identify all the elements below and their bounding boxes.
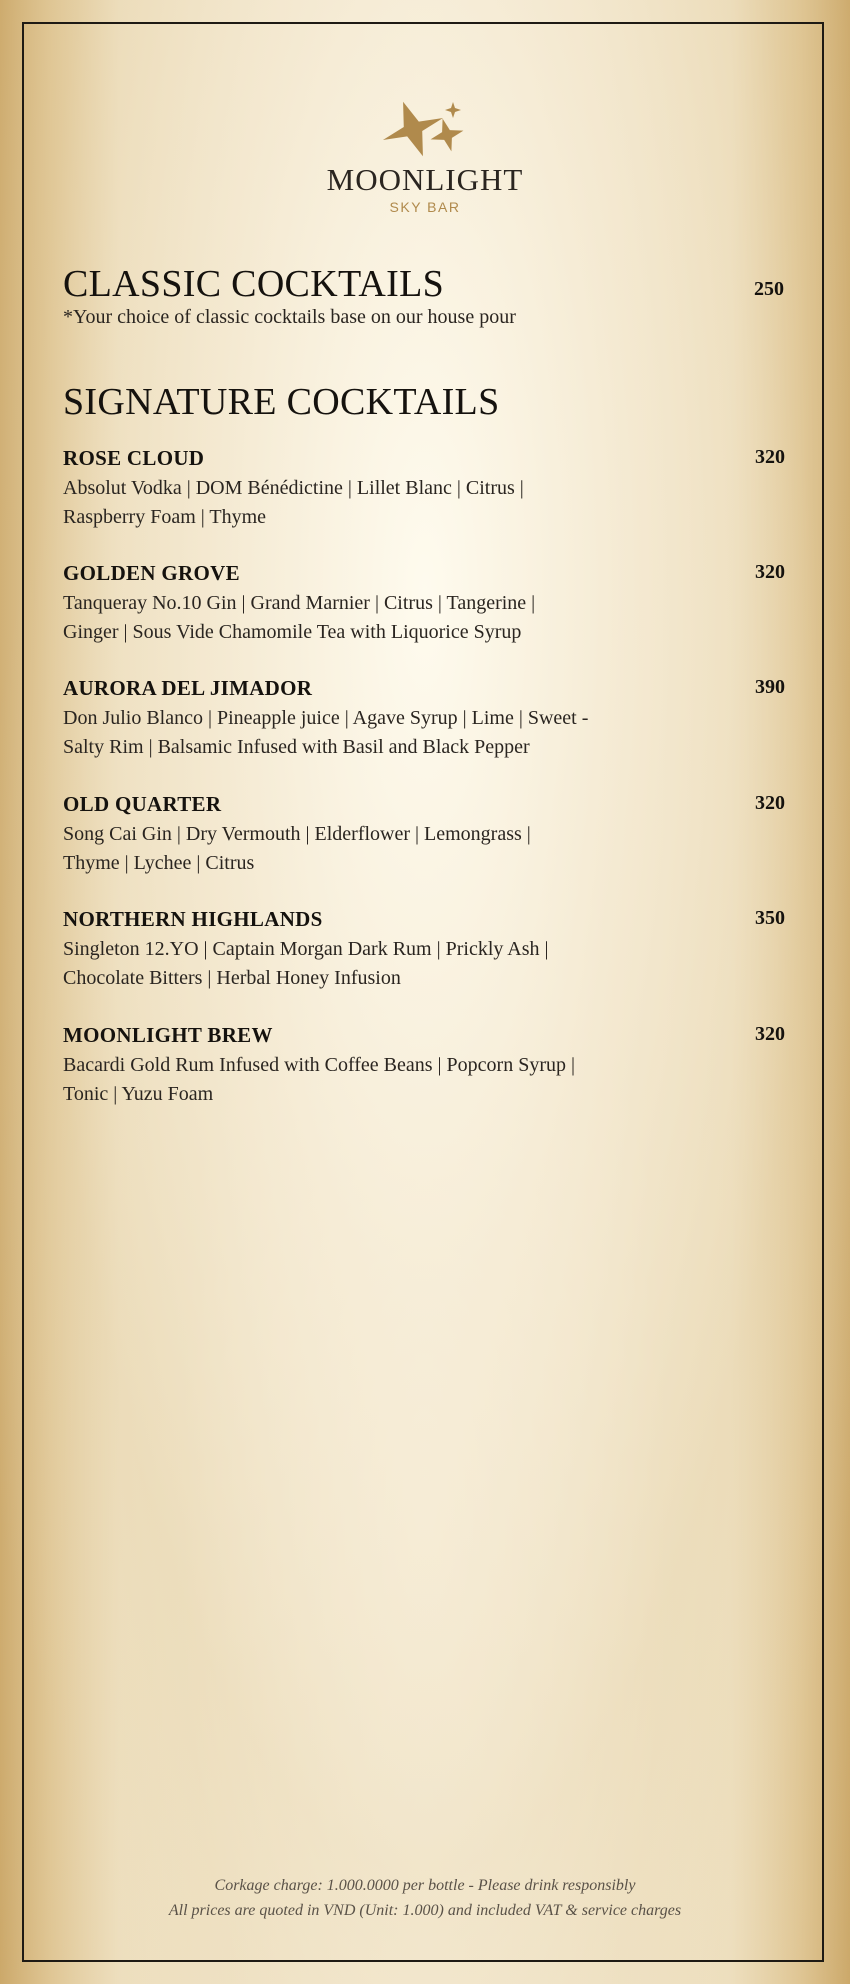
item-description-line: Song Cai Gin | Dry Vermouth | Elderflower | Lemongrass | [63,823,531,845]
item-description-line: Chocolate Bitters | Herbal Honey Infusion [63,967,401,989]
classic-cocktails-note: *Your choice of classic cocktails base on our house pour [63,306,516,328]
item-description [63,820,785,878]
menu-item [63,561,785,647]
stars-icon [365,96,485,162]
menu-item [63,907,785,993]
item-description [63,704,785,762]
item-price: 320 [755,792,785,814]
item-price: 320 [755,1023,785,1045]
item-name: NORTHERN HIGHLANDS [63,907,323,931]
item-description [63,935,785,993]
brand-subtitle: SKY BAR [389,199,461,215]
item-name: MOONLIGHT BREW [63,1023,273,1047]
menu-item [63,446,785,532]
item-name: AURORA DEL JIMADOR [63,676,313,700]
item-description-line: Don Julio Blanco | Pineapple juice | Agave Syrup | Lime | Sweet - [63,707,589,729]
item-description-line: Ginger | Sous Vide Chamomile Tea with Liquorice Syrup [63,621,522,643]
item-price: 320 [755,446,785,468]
item-description-line: Tanqueray No.10 Gin | Grand Marnier | Citrus | Tangerine | [63,592,536,614]
item-description-line: Absolut Vodka | DOM Bénédictine | Lillet Blanc | Citrus | [63,477,524,499]
item-description-line: Bacardi Gold Rum Infused with Coffee Beans | Popcorn Syrup | [63,1054,576,1076]
footer-corkage-note: Corkage charge: 1.000.0000 per bottle - Please drink responsibly [214,1877,636,1894]
item-description-line: Tonic | Yuzu Foam [63,1083,214,1105]
item-description-line: Singleton 12.YO | Captain Morgan Dark Rum | Prickly Ash | [63,938,549,960]
item-price: 320 [755,561,785,583]
item-description [63,589,785,647]
item-description [63,474,785,532]
brand-logo [0,96,850,216]
item-description-line: Raspberry Foam | Thyme [63,506,267,528]
item-price: 390 [755,676,785,698]
item-price: 350 [755,907,785,929]
menu-footer [0,1873,850,1923]
classic-cocktails-price: 250 [754,278,784,300]
menu-item [63,676,785,762]
item-description-line: Thyme | Lychee | Citrus [63,852,255,874]
item-name: ROSE CLOUD [63,446,205,470]
signature-cocktails-title: SIGNATURE COCKTAILS [63,381,500,423]
menu-item [63,1023,785,1109]
menu-item [63,792,785,878]
item-description [63,1051,785,1109]
classic-cocktails-title: CLASSIC COCKTAILS [63,263,445,305]
item-name: OLD QUARTER [63,792,222,816]
item-name: GOLDEN GROVE [63,561,240,585]
brand-name: MOONLIGHT [326,162,524,197]
item-description-line: Salty Rim | Balsamic Infused with Basil and Black Pepper [63,736,530,758]
footer-price-note: All prices are quoted in VND (Unit: 1.000) and included VAT & service charges [168,1902,682,1919]
